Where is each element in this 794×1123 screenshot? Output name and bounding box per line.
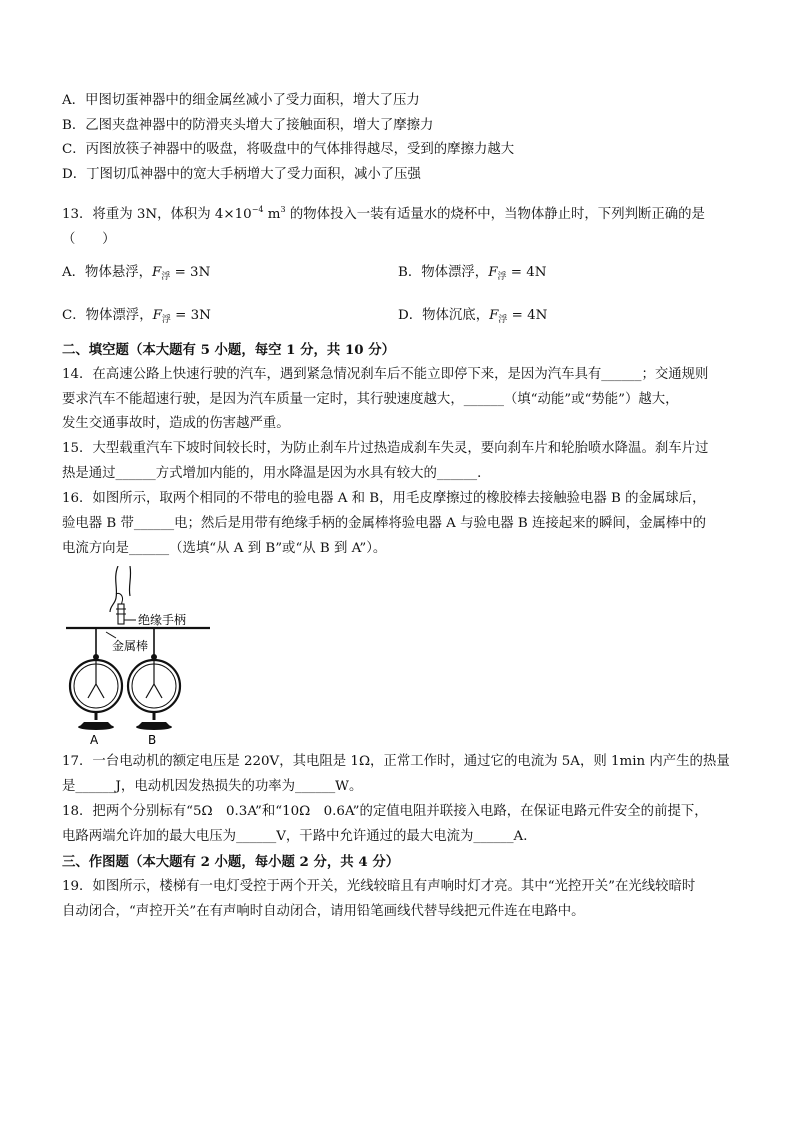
q14-line-1: 14．在高速公路上快速行驶的汽车，遇到紧急情况刹车后不能立即停下来，是因为汽车具有______；交通规则 xyxy=(62,367,709,382)
q13-stem xyxy=(62,200,705,225)
q13-unit: m xyxy=(263,207,281,222)
q13-option-d xyxy=(398,306,547,330)
q15-line-1: 15．大型载重汽车下坡时间较长时，为防止刹车片过热造成刹车失灵，要向刹车片和轮胎喷水降温。刹车片过 xyxy=(62,441,709,456)
q13-option-c-value: = 3N xyxy=(170,308,211,323)
q13-option-c-subscript: 浮 xyxy=(161,315,171,325)
q13-exponent: −4 xyxy=(251,205,264,214)
label-b: B xyxy=(148,733,157,746)
q13-option-b-text: B．物体漂浮， xyxy=(398,265,489,280)
q13-option-d-subscript: 浮 xyxy=(498,315,508,325)
q13-option-d-value: = 4N xyxy=(507,308,548,323)
q14-line-3: 发生交通事故时，造成的伤害越严重。 xyxy=(62,416,290,431)
q13-option-c-text: C．物体漂浮， xyxy=(62,308,153,323)
electroscope-figure xyxy=(58,566,218,746)
hand-outline-right xyxy=(129,566,130,596)
hand-outline xyxy=(110,566,118,612)
label-a: A xyxy=(90,733,99,746)
q13-stem-start: 13．将重为 3N，体积为 4×10 xyxy=(62,207,252,222)
q12-option-c: C．丙图放筷子神器中的吸盘，将吸盘中的气体排得越尽，受到的摩擦力越大 xyxy=(62,142,515,157)
section-3-heading: 三、作图题（本大题有 2 小题，每小题 2 分，共 4 分） xyxy=(62,854,400,870)
q16-line-3: 电流方向是______（选填“从 A 到 B”或“从 B 到 A”）。 xyxy=(62,541,387,556)
q13-option-a xyxy=(62,263,210,287)
q16-line-1: 16．如图所示，取两个相同的不带电的验电器 A 和 B，用毛皮摩擦过的橡胶棒去接触验电器 B 的金属球后， xyxy=(62,491,706,506)
q12-option-d: D．丁图切瓜神器中的宽大手柄增大了受力面积，减小了压强 xyxy=(62,167,421,182)
q14-line-2: 要求汽车不能超速行驶，是因为汽车质量一定时，其行驶速度越大，______（填“动能”或“势能”）越大， xyxy=(62,392,679,407)
q13-option-a-value: = 3N xyxy=(170,265,211,280)
q13-option-a-symbol: F xyxy=(152,265,162,280)
label-metal-rod: 金属棒 xyxy=(112,639,149,653)
q18-line-2: 电路两端允许加的最大电压为______V，干路中允许通过的最大电流为______A． xyxy=(62,829,537,844)
q15-line-2: 热是通过______方式增加内能的，用水降温是因为水具有较大的______． xyxy=(62,466,491,481)
q13-option-c-symbol: F xyxy=(152,308,162,323)
q13-unit-exponent: 3 xyxy=(280,205,286,214)
q13-stem-end: 的物体投入一装有适量水的烧杯中，当物体静止时，下列判断正确的是 xyxy=(285,207,705,222)
q13-option-b-value: = 4N xyxy=(506,265,547,280)
q12-option-a: A．甲图切蛋神器中的细金属丝减小了受力面积，增大了压力 xyxy=(62,93,420,108)
q17-line-1: 17．一台电动机的额定电压是 220V，其电阻是 1Ω，正常工作时，通过它的电流为 5A，则 1min 内产生的热量 xyxy=(62,754,730,769)
q13-option-b-symbol: F xyxy=(488,265,498,280)
q19-line-1: 19．如图所示，楼梯有一电灯受控于两个开关，光线较暗且有声响时灯才亮。其中“光控开关”在光线较暗时 xyxy=(62,879,696,894)
q13-option-a-text: A．物体悬浮， xyxy=(62,265,153,280)
q13-option-d-text: D．物体沉底， xyxy=(398,308,490,323)
q13-option-c xyxy=(62,306,211,330)
q19-line-2: 自动闭合，“声控开关”在有声响时自动闭合，请用铅笔画线代替导线把元件连在电路中。 xyxy=(62,904,585,919)
label-insulated-handle: 绝缘手柄 xyxy=(138,613,187,627)
section-2-heading: 二、填空题（本大题有 5 小题，每空 1 分，共 10 分） xyxy=(62,342,396,358)
q18-line-1: 18．把两个分别标有“5Ω 0.3A”和“10Ω 0.6A”的定值电阻并联接入电路，在保证电路元件安全的前提下， xyxy=(62,804,708,819)
rod-label-pointer xyxy=(106,632,116,638)
q13-option-b xyxy=(398,263,546,287)
q12-option-b: B．乙图夹盘神器中的防滑夹头增大了接触面积，增大了摩擦力 xyxy=(62,118,434,133)
electroscope-diagram xyxy=(58,566,218,746)
q13-option-d-symbol: F xyxy=(489,308,499,323)
q13-answer-paren: （ ） xyxy=(62,232,116,247)
q13-option-b-subscript: 浮 xyxy=(497,272,507,282)
q17-line-2: 是______J，电动机因发热损失的功率为______W。 xyxy=(62,779,363,794)
q13-option-a-subscript: 浮 xyxy=(161,272,171,282)
q16-line-2: 验电器 B 带______电；然后是用带有绝缘手柄的金属棒将验电器 A 与验电器 B 连接起来的瞬间，金属棒中的 xyxy=(62,516,707,531)
